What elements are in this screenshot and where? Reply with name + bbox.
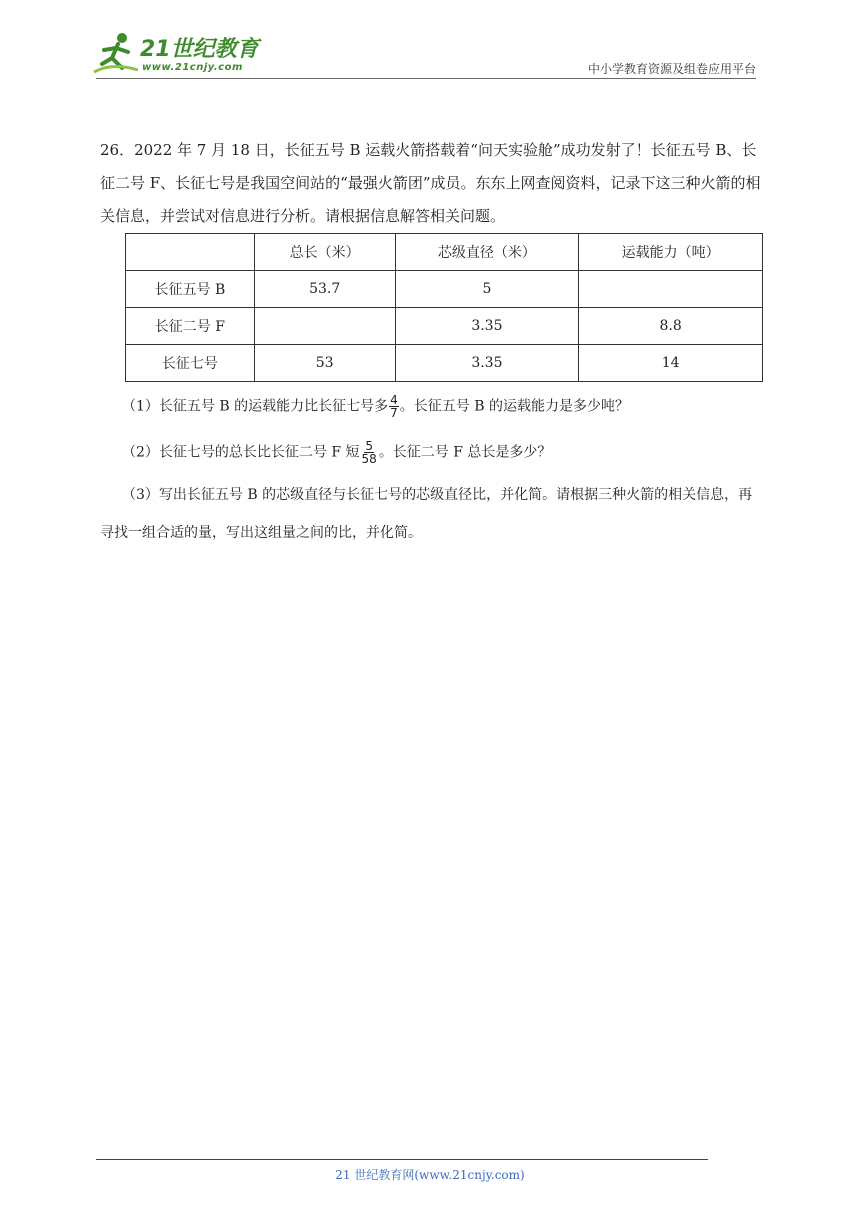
logo-text: 21世纪教育 <box>140 37 259 62</box>
table-cell: 53.7 <box>254 271 395 308</box>
table-cell: 3.35 <box>395 308 579 345</box>
logo-url: www.21cnjy.com <box>142 62 243 73</box>
table-cell: 长征五号 B <box>126 271 255 308</box>
header-divider <box>96 78 756 79</box>
fraction-denominator: 58 <box>361 452 377 466</box>
question-1 <box>122 394 629 419</box>
question-text: （2）长征七号的总长比长征二号 F 短 <box>122 444 360 461</box>
question-text: （3）写出长征五号 B 的芯级直径与长征七号的芯级直径比，并化简。请根据三种火箭的相关信息，再寻找一组合适的量，写出这组量之间的比，并化简。 <box>100 487 753 541</box>
fraction-denominator: 7 <box>390 406 398 420</box>
fraction <box>389 394 399 419</box>
table-cell: 8.8 <box>579 308 763 345</box>
site-logo[interactable] <box>92 30 267 78</box>
table-header-cell: 运载能力（吨） <box>579 234 763 271</box>
page-header <box>0 0 860 90</box>
table-header-cell: 芯级直径（米） <box>395 234 579 271</box>
fraction-numerator: 4 <box>390 393 398 407</box>
table-cell: 长征七号 <box>126 345 255 382</box>
table-row <box>126 271 763 308</box>
table-header-cell: 总长（米） <box>254 234 395 271</box>
question-text: （1）长征五号 B 的运载能力比长征七号多 <box>122 398 389 415</box>
table-cell: 3.35 <box>395 345 579 382</box>
table-cell: 14 <box>579 345 763 382</box>
table-cell: 53 <box>254 345 395 382</box>
question-text: 。长征二号 F 总长是多少？ <box>378 444 552 461</box>
problem-text: 26．2022 年 7 月 18 日，长征五号 B 运载火箭搭载着“问天实验舱”成功发射了！长征五号 B、长征二号 F、长征七号是我国空间站的“最强火箭团”成员。东东上网查阅资料，记录下这三种火箭的相关信息，并尝试对信息进行分析。请根据信息解答相关问题。 <box>100 141 761 225</box>
question-text: 。长征五号 B 的运载能力是多少吨？ <box>399 398 629 415</box>
table-cell <box>254 308 395 345</box>
table-header-row <box>126 234 763 271</box>
fraction <box>361 440 378 465</box>
table-row <box>126 345 763 382</box>
question-2 <box>122 440 551 465</box>
table-header-cell <box>126 234 255 271</box>
platform-name: 中小学教育资源及组卷应用平台 <box>587 62 756 76</box>
table-cell: 5 <box>395 271 579 308</box>
rocket-info-table <box>125 233 763 382</box>
footer-divider <box>96 1159 708 1160</box>
footer-link[interactable]: 21 世纪教育网(www.21cnjy.com) <box>335 1168 525 1182</box>
question-3 <box>100 476 762 552</box>
problem-intro <box>100 134 762 233</box>
table-cell: 长征二号 F <box>126 308 255 345</box>
running-figure-icon <box>92 30 142 76</box>
table-cell <box>579 271 763 308</box>
fraction-numerator: 5 <box>365 439 373 453</box>
table-row <box>126 308 763 345</box>
